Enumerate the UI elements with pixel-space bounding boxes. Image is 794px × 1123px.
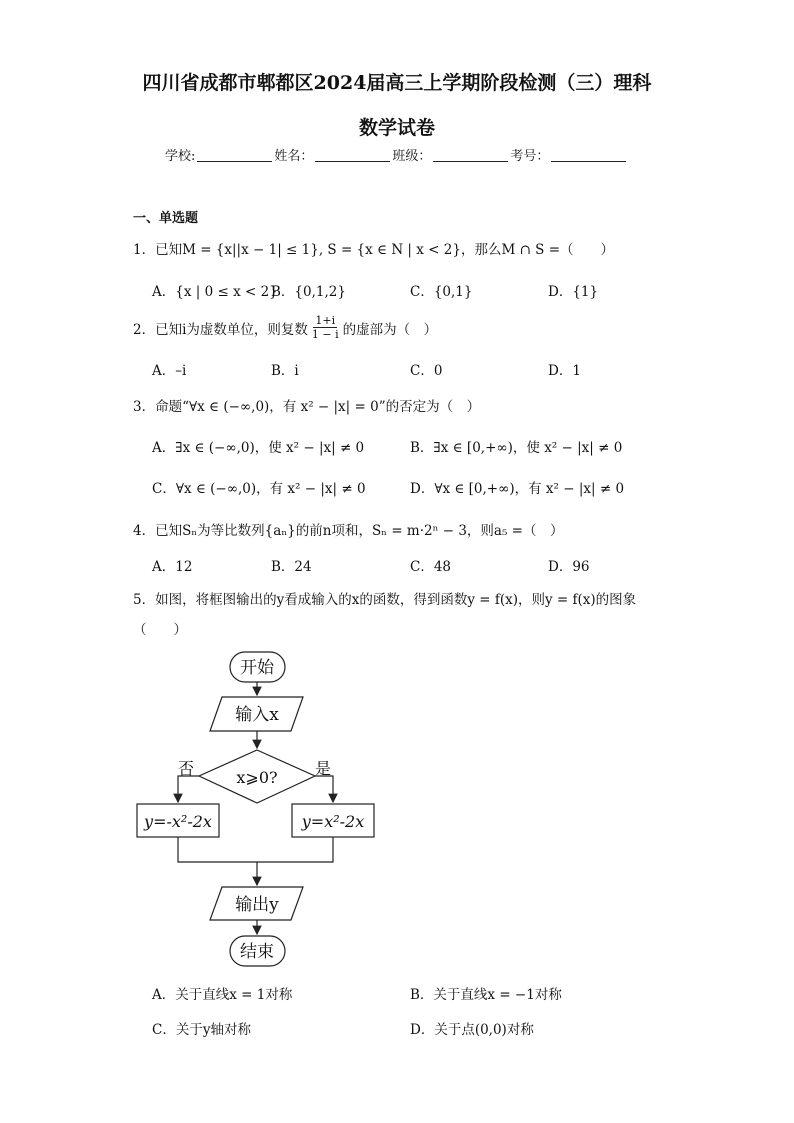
question-1-option-b: B．{0,1,2} (271, 284, 346, 300)
class-label: 班级： (392, 149, 432, 164)
question-3-option-c: C．∀x ∈ (−∞,0)，有 x² − |x| ≠ 0 (152, 481, 366, 497)
flow-decision-text: x⩾0? (236, 768, 278, 787)
paper-title-line1: 四川省成都市郫都区2024届高三上学期阶段检测（三）理科 (142, 72, 652, 94)
flow-output-text: 输出y (235, 895, 279, 915)
flow-end-text: 结束 (240, 942, 274, 962)
question-5-option-b: B．关于直线x = −1对称 (410, 987, 562, 1003)
flow-start-text: 开始 (240, 658, 274, 678)
flow-right-process-text: y=x²-2x (301, 812, 365, 831)
question-2-option-b: B．i (271, 363, 299, 379)
name-label: 姓名： (274, 149, 314, 164)
question-1-option-d: D．{1} (548, 284, 599, 300)
question-3-option-d: D．∀x ∈ [0,+∞)，有 x² − |x| ≠ 0 (410, 481, 625, 497)
section-heading: 一、单选题 (133, 211, 199, 226)
flow-merge-line (178, 837, 333, 862)
question-2-stem-prefix: 2．已知i为虚数单位，则复数 (133, 321, 308, 338)
fraction-denominator: 1 − i (311, 328, 339, 341)
question-2-stem-suffix: 的虚部为（ ） (342, 321, 438, 338)
flow-arrow-no-branch (178, 776, 199, 802)
question-1-option-c: C．{0,1} (410, 284, 473, 300)
fraction-numerator: 1+i (315, 314, 336, 327)
exam-number-label: 考号： (510, 149, 550, 164)
question-4-option-b: B．24 (271, 559, 312, 575)
school-label: 学校: (165, 149, 196, 164)
question-4-option-d: D．96 (548, 559, 590, 575)
flow-arrow-yes-branch (315, 776, 333, 802)
flow-input-text: 输入x (235, 705, 279, 725)
question-5-option-c: C．关于y轴对称 (152, 1022, 251, 1038)
question-2-option-a: A．–i (152, 363, 187, 379)
question-5-option-d: D．关于点(0,0)对称 (410, 1022, 534, 1038)
question-5-stem: 5．如图，将框图输出的y看成输入的x的函数，得到函数y = f(x)，则y = f(x)的图象 (133, 592, 637, 608)
question-2-option-c: C．0 (410, 363, 443, 379)
question-4-option-c: C．48 (410, 559, 452, 575)
flow-left-process-text: y=-x²-2x (144, 812, 212, 831)
question-4-stem: 4．已知Sₙ为等比数列{aₙ}的前n项和，Sₙ = m·2ⁿ − 3，则a₅ =（ ） (133, 523, 564, 539)
question-5-option-a: A．关于直线x = 1对称 (152, 987, 293, 1003)
question-3-option-a: A．∃x ∈ (−∞,0)，使 x² − |x| ≠ 0 (152, 440, 365, 456)
question-1-option-a: A．{x | 0 ≤ x < 2} (152, 284, 278, 300)
question-1-stem: 1．已知M = {x||x − 1| ≤ 1}, S = {x ∈ N | x < 2}，那么M ∩ S =（ ） (133, 242, 615, 258)
question-3-stem: 3．命题“∀x ∈ (−∞,0)，有 x² − |x| = 0”的否定为（ ） (133, 399, 481, 415)
question-3-option-b: B．∃x ∈ [0,+∞)，使 x² − |x| ≠ 0 (410, 440, 623, 456)
flow-no-label: 否 (178, 759, 195, 778)
question-4-option-a: A．12 (152, 559, 193, 575)
paper-title-line2: 数学试卷 (358, 117, 435, 139)
question-2-option-d: D．1 (548, 363, 581, 379)
flow-yes-label: 是 (315, 759, 332, 778)
question-5-stem-line2: （ ） (133, 622, 187, 638)
